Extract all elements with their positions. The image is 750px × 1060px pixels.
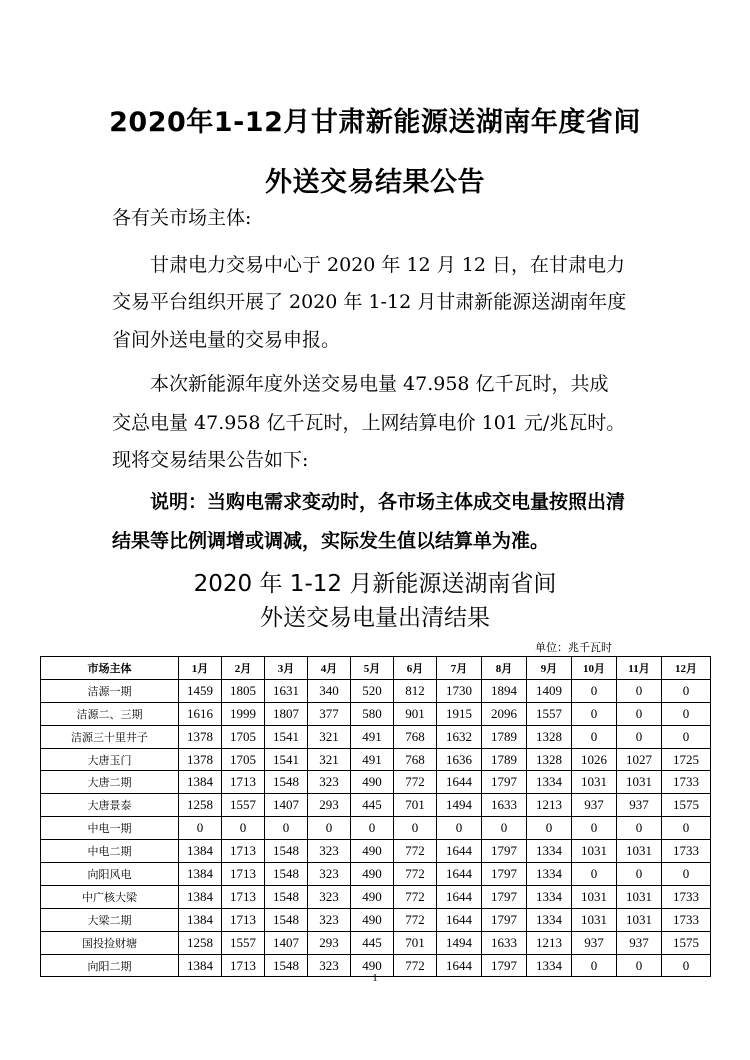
entity-name-cell: 大唐景泰 [41, 794, 179, 817]
volume-cell: 1258 [179, 931, 222, 954]
volume-cell: 445 [351, 931, 394, 954]
volume-cell: 0 [351, 817, 394, 840]
volume-cell: 772 [394, 954, 437, 977]
volume-cell: 772 [394, 908, 437, 931]
entity-name-cell: 国投捡财塘 [41, 931, 179, 954]
volume-cell: 1797 [482, 885, 527, 908]
column-header-month: 9月 [527, 657, 572, 680]
entity-name-cell: 中电一期 [41, 817, 179, 840]
volume-cell: 1213 [527, 931, 572, 954]
paragraph-2-line-1: 本次新能源年度外送交易电量 47.958 亿千瓦时，共成 [150, 373, 609, 395]
volume-cell: 1031 [572, 840, 617, 863]
volume-cell: 490 [351, 771, 394, 794]
entity-name-cell: 向阳风电 [41, 863, 179, 886]
volume-cell: 0 [662, 863, 711, 886]
column-header-month: 1月 [179, 657, 222, 680]
column-header-month: 10月 [572, 657, 617, 680]
volume-cell: 1713 [222, 863, 265, 886]
column-header-month: 11月 [617, 657, 662, 680]
volume-cell: 937 [572, 931, 617, 954]
entity-name-cell: 向阳二期 [41, 954, 179, 977]
table-row [41, 908, 711, 931]
paragraph-1-line-2: 交易平台组织开展了 2020 年 1-12 月甘肃新能源送湖南年度 [112, 291, 627, 313]
volume-cell: 1541 [265, 725, 308, 748]
volume-cell: 490 [351, 954, 394, 977]
volume-cell: 323 [308, 863, 351, 886]
volume-cell: 772 [394, 840, 437, 863]
paragraph-1-line-1: 甘肃电力交易中心于 2020 年 12 月 12 日，在甘肃电力 [150, 254, 625, 276]
volume-cell: 0 [572, 725, 617, 748]
table-title-line-2: 外送交易电量出清结果 [260, 605, 490, 631]
volume-cell: 1705 [222, 748, 265, 771]
volume-cell: 1031 [617, 771, 662, 794]
table-row [41, 725, 711, 748]
volume-cell: 1334 [527, 885, 572, 908]
volume-cell: 1557 [222, 794, 265, 817]
volume-cell: 0 [662, 817, 711, 840]
volume-cell: 1548 [265, 840, 308, 863]
volume-cell: 1334 [527, 771, 572, 794]
table-row [41, 748, 711, 771]
entity-name-cell: 中电二期 [41, 840, 179, 863]
volume-cell: 901 [394, 702, 437, 725]
volume-cell: 1384 [179, 863, 222, 886]
column-header-month: 2月 [222, 657, 265, 680]
volume-cell: 1733 [662, 840, 711, 863]
volume-cell: 1541 [265, 748, 308, 771]
volume-cell: 0 [617, 817, 662, 840]
volume-cell: 1730 [437, 679, 482, 702]
volume-cell: 1644 [437, 863, 482, 886]
table-row [41, 840, 711, 863]
column-header-entity: 市场主体 [41, 657, 179, 680]
volume-cell: 0 [308, 817, 351, 840]
salutation: 各有关市场主体: [112, 207, 252, 229]
volume-cell: 1705 [222, 725, 265, 748]
volume-cell: 1557 [222, 931, 265, 954]
volume-cell: 321 [308, 748, 351, 771]
volume-cell: 768 [394, 748, 437, 771]
table-row [41, 817, 711, 840]
entity-name-cell: 大唐二期 [41, 771, 179, 794]
volume-cell: 1378 [179, 725, 222, 748]
volume-cell: 1407 [265, 794, 308, 817]
volume-cell: 0 [662, 702, 711, 725]
volume-cell: 1797 [482, 908, 527, 931]
volume-cell: 937 [617, 931, 662, 954]
volume-cell: 293 [308, 794, 351, 817]
volume-cell: 0 [179, 817, 222, 840]
document-title-line-1: 2020年1-12月甘肃新能源送湖南年度省间 [109, 107, 641, 138]
volume-cell: 1328 [527, 748, 572, 771]
volume-cell: 1334 [527, 908, 572, 931]
volume-cell: 2096 [482, 702, 527, 725]
column-header-month: 7月 [437, 657, 482, 680]
table-row [41, 771, 711, 794]
volume-cell: 0 [572, 679, 617, 702]
volume-cell: 1384 [179, 885, 222, 908]
volume-cell: 772 [394, 863, 437, 886]
volume-cell: 1027 [617, 748, 662, 771]
note-line-2: 结果等比例调增或调减，实际发生值以结算单为准。 [112, 530, 550, 552]
table-row [41, 679, 711, 702]
column-header-month: 6月 [394, 657, 437, 680]
volume-cell: 340 [308, 679, 351, 702]
volume-cell: 1384 [179, 908, 222, 931]
column-header-month: 8月 [482, 657, 527, 680]
volume-cell: 1633 [482, 931, 527, 954]
volume-cell: 490 [351, 908, 394, 931]
volume-cell: 1713 [222, 908, 265, 931]
volume-cell: 0 [617, 863, 662, 886]
volume-cell: 0 [572, 817, 617, 840]
volume-cell: 1644 [437, 840, 482, 863]
volume-cell: 1789 [482, 725, 527, 748]
volume-cell: 0 [662, 954, 711, 977]
volume-cell: 1548 [265, 885, 308, 908]
entity-name-cell: 大唐玉门 [41, 748, 179, 771]
volume-cell: 323 [308, 840, 351, 863]
volume-cell: 1725 [662, 748, 711, 771]
volume-cell: 1031 [617, 908, 662, 931]
volume-cell: 1616 [179, 702, 222, 725]
note-line-1: 说明：当购电需求变动时，各市场主体成交电量按照出清 [150, 491, 626, 513]
volume-cell: 323 [308, 885, 351, 908]
column-header-month: 12月 [662, 657, 711, 680]
volume-cell: 520 [351, 679, 394, 702]
volume-cell: 0 [572, 702, 617, 725]
volume-cell: 0 [527, 817, 572, 840]
volume-cell: 1915 [437, 702, 482, 725]
volume-cell: 1557 [527, 702, 572, 725]
volume-cell: 1031 [572, 885, 617, 908]
volume-cell: 0 [572, 954, 617, 977]
volume-cell: 1258 [179, 794, 222, 817]
volume-cell: 1644 [437, 954, 482, 977]
volume-cell: 812 [394, 679, 437, 702]
volume-cell: 1494 [437, 794, 482, 817]
volume-cell: 1713 [222, 885, 265, 908]
volume-cell: 1378 [179, 748, 222, 771]
volume-cell: 1633 [482, 794, 527, 817]
volume-cell: 0 [662, 725, 711, 748]
volume-cell: 1548 [265, 771, 308, 794]
table-row [41, 863, 711, 886]
volume-cell: 1797 [482, 954, 527, 977]
volume-cell: 0 [572, 863, 617, 886]
volume-cell: 1575 [662, 931, 711, 954]
volume-cell: 1334 [527, 863, 572, 886]
volume-cell: 772 [394, 885, 437, 908]
volume-cell: 1409 [527, 679, 572, 702]
volume-cell: 1548 [265, 863, 308, 886]
table-title-line-1: 2020 年 1-12 月新能源送湖南省间 [193, 571, 557, 597]
volume-cell: 1031 [572, 908, 617, 931]
volume-cell: 1789 [482, 748, 527, 771]
volume-cell: 1334 [527, 840, 572, 863]
results-table [40, 656, 711, 977]
volume-cell: 1797 [482, 840, 527, 863]
volume-cell: 772 [394, 771, 437, 794]
table-row [41, 794, 711, 817]
table-row [41, 885, 711, 908]
volume-cell: 293 [308, 931, 351, 954]
volume-cell: 323 [308, 771, 351, 794]
volume-cell: 0 [222, 817, 265, 840]
volume-cell: 1575 [662, 794, 711, 817]
volume-cell: 1384 [179, 954, 222, 977]
volume-cell: 1031 [572, 771, 617, 794]
column-header-month: 3月 [265, 657, 308, 680]
volume-cell: 701 [394, 794, 437, 817]
volume-cell: 1548 [265, 908, 308, 931]
volume-cell: 1026 [572, 748, 617, 771]
entity-name-cell: 大梁二期 [41, 908, 179, 931]
volume-cell: 1632 [437, 725, 482, 748]
volume-cell: 1459 [179, 679, 222, 702]
volume-cell: 1407 [265, 931, 308, 954]
volume-cell: 0 [617, 679, 662, 702]
volume-cell: 490 [351, 863, 394, 886]
volume-cell: 1328 [527, 725, 572, 748]
volume-cell: 1384 [179, 771, 222, 794]
volume-cell: 323 [308, 954, 351, 977]
volume-cell: 0 [617, 702, 662, 725]
volume-cell: 1031 [617, 840, 662, 863]
volume-cell: 1636 [437, 748, 482, 771]
volume-cell: 0 [617, 725, 662, 748]
volume-cell: 1644 [437, 885, 482, 908]
volume-cell: 937 [572, 794, 617, 817]
volume-cell: 0 [617, 954, 662, 977]
table-row [41, 702, 711, 725]
volume-cell: 1999 [222, 702, 265, 725]
volume-cell: 0 [482, 817, 527, 840]
volume-cell: 768 [394, 725, 437, 748]
volume-cell: 1548 [265, 954, 308, 977]
volume-cell: 321 [308, 725, 351, 748]
volume-cell: 1733 [662, 771, 711, 794]
volume-cell: 1644 [437, 908, 482, 931]
paragraph-2-line-3: 现将交易结果公告如下: [112, 449, 309, 471]
volume-cell: 1797 [482, 863, 527, 886]
volume-cell: 490 [351, 885, 394, 908]
paragraph-2-line-2: 交总电量 47.958 亿千瓦时，上网结算电价 101 元/兆瓦时。 [112, 412, 626, 434]
volume-cell: 445 [351, 794, 394, 817]
volume-cell: 1213 [527, 794, 572, 817]
volume-cell: 0 [437, 817, 482, 840]
volume-cell: 1805 [222, 679, 265, 702]
volume-cell: 0 [662, 679, 711, 702]
volume-cell: 1031 [617, 885, 662, 908]
column-header-month: 5月 [351, 657, 394, 680]
volume-cell: 1894 [482, 679, 527, 702]
volume-cell: 323 [308, 908, 351, 931]
volume-cell: 1807 [265, 702, 308, 725]
volume-cell: 0 [394, 817, 437, 840]
page-number: 1 [372, 972, 378, 984]
volume-cell: 377 [308, 702, 351, 725]
volume-cell: 1631 [265, 679, 308, 702]
column-header-month: 4月 [308, 657, 351, 680]
volume-cell: 1713 [222, 954, 265, 977]
entity-name-cell: 洁源二、三期 [41, 702, 179, 725]
volume-cell: 701 [394, 931, 437, 954]
volume-cell: 1733 [662, 908, 711, 931]
volume-cell: 1713 [222, 771, 265, 794]
volume-cell: 1494 [437, 931, 482, 954]
entity-name-cell: 中广核大梁 [41, 885, 179, 908]
volume-cell: 1797 [482, 771, 527, 794]
volume-cell: 937 [617, 794, 662, 817]
entity-name-cell: 洁源三十里井子 [41, 725, 179, 748]
volume-cell: 1384 [179, 840, 222, 863]
unit-label: 单位：兆千瓦时 [535, 641, 612, 654]
paragraph-1-line-3: 省间外送电量的交易申报。 [112, 329, 341, 351]
volume-cell: 1733 [662, 885, 711, 908]
volume-cell: 580 [351, 702, 394, 725]
volume-cell: 1713 [222, 840, 265, 863]
table-row [41, 931, 711, 954]
entity-name-cell: 洁源一期 [41, 679, 179, 702]
volume-cell: 491 [351, 725, 394, 748]
volume-cell: 491 [351, 748, 394, 771]
volume-cell: 1334 [527, 954, 572, 977]
table-header-row [41, 657, 711, 680]
volume-cell: 1644 [437, 771, 482, 794]
volume-cell: 0 [265, 817, 308, 840]
volume-cell: 490 [351, 840, 394, 863]
document-title-line-2: 外送交易结果公告 [265, 167, 485, 198]
